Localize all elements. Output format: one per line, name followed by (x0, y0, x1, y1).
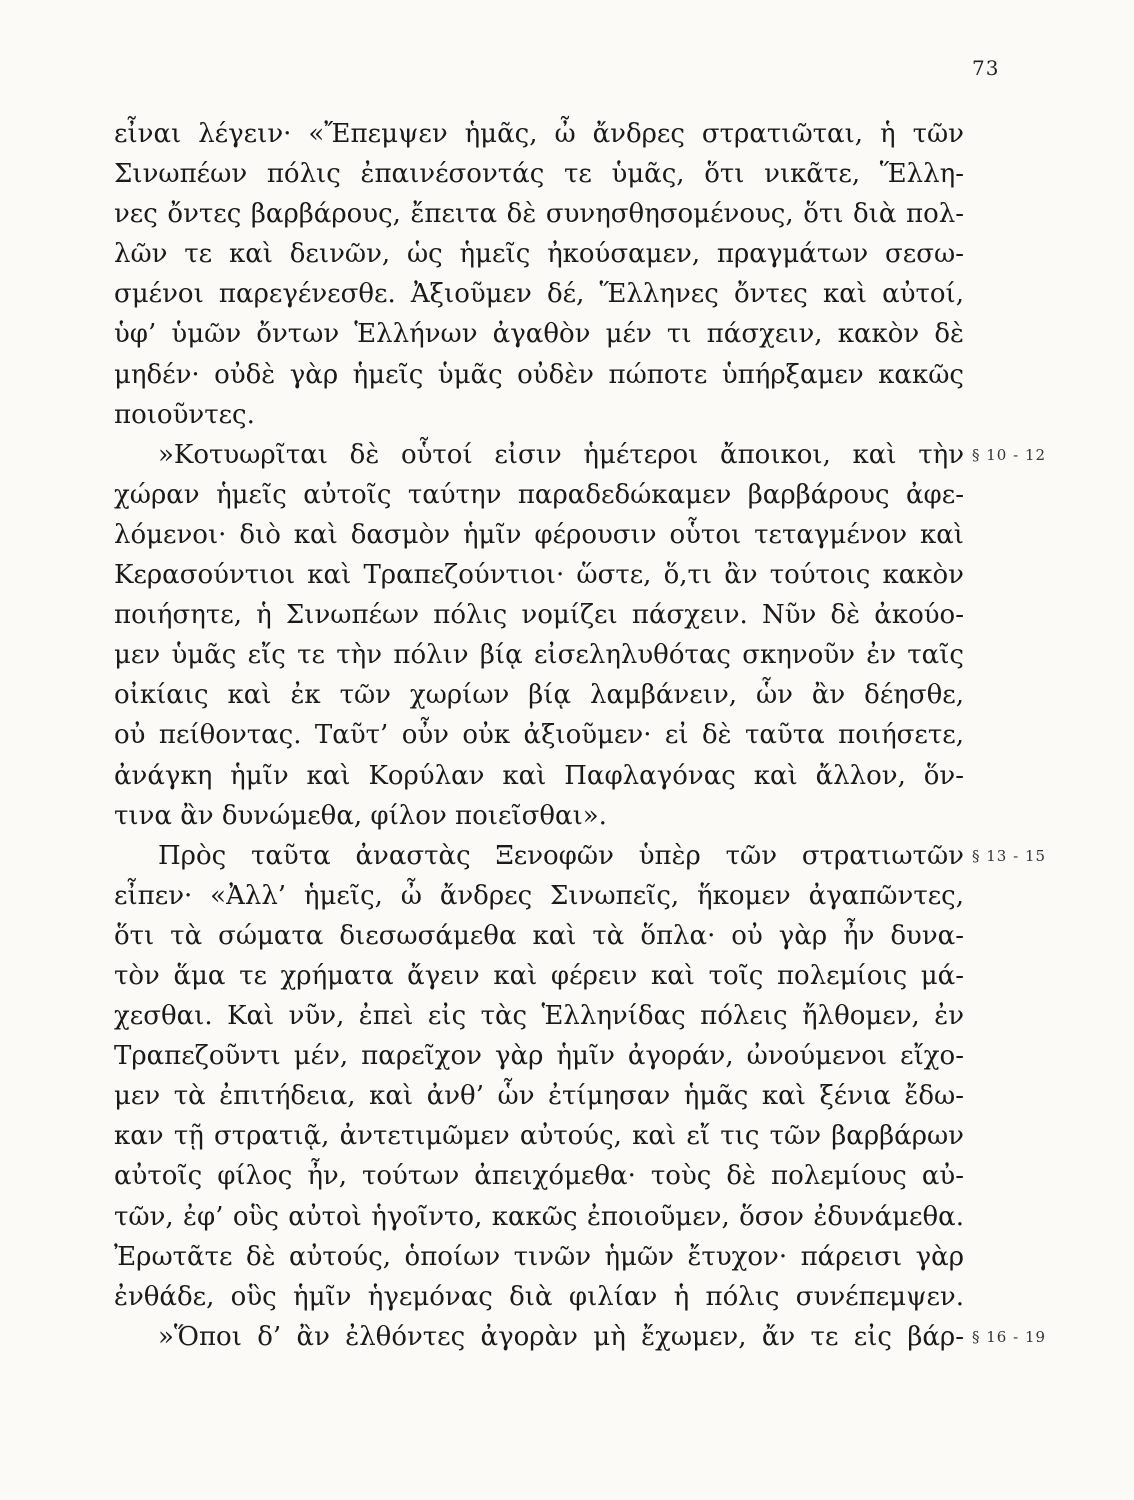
text-line (114, 756, 964, 796)
page-number: 73 (972, 56, 1000, 80)
text-line-content: ἀνάγκη ἡμῖν καὶ Κορύλαν καὶ Παφλαγόνας καὶ ἄλλον, ὅν- (114, 760, 964, 791)
text-line-content: μεν τὰ ἐπιτήδεια, καὶ ἀνθ’ ὧν ἐτίμησαν ἡμᾶς καὶ ξένια ἔδω- (114, 1081, 964, 1112)
text-line-content: τινα ἂν δυνώμεθα, φίλον ποιεῖσθαι». (114, 800, 607, 831)
text-line (114, 796, 964, 836)
body-text (114, 114, 1047, 1357)
text-line-content: σμένοι παρεγένεσθε. Ἀξιοῦμεν δέ, Ἕλληνες ὄντες καὶ αὐτοί, (114, 279, 964, 310)
margin-section-reference: § 13 - 15 (972, 846, 1047, 865)
text-line (114, 194, 964, 234)
text-line-content: Τραπεζοῦντι μέν, παρεῖχον γὰρ ἡμῖν ἀγοράν, ὠνούμενοι εἴχο- (114, 1041, 964, 1072)
text-line (114, 1076, 964, 1116)
text-line-content: τὸν ἅμα τε χρήματα ἄγειν καὶ φέρειν καὶ τοῖς πολεμίοις μά- (114, 960, 964, 991)
text-line (114, 555, 964, 595)
text-line (114, 1277, 964, 1317)
text-line-content: μεν ὑμᾶς εἴς τε τὴν πόλιν βίᾳ εἰσεληλυθότας σκηνοῦν ἐν ταῖς (114, 640, 964, 671)
text-line-content: ὅτι τὰ σώματα διεσωσάμεθα καὶ τὰ ὅπλα· οὐ γὰρ ἦν δυνα- (114, 920, 964, 951)
text-line-content: νες ὄντες βαρβάρους, ἔπειτα δὲ συνησθησομένους, ὅτι διὰ πολ- (114, 199, 964, 230)
text-line-content: εἶναι λέγειν· «Ἔπεμψεν ἡμᾶς, ὦ ἄνδρες στρατιῶται, ἡ τῶν (114, 119, 964, 149)
text-line (114, 715, 964, 755)
text-line (114, 1197, 964, 1237)
text-line-content: »Κοτυωρῖται δὲ οὗτοί εἰσιν ἡμέτεροι ἄποικοι, καὶ τὴν (158, 439, 964, 470)
text-line (114, 876, 964, 916)
text-line-content: οὐ πείθοντας. Ταῦτ’ οὖν οὐκ ἀξιοῦμεν· εἰ δὲ ταῦτα ποιήσετε, (114, 720, 964, 751)
text-line (114, 274, 964, 314)
text-line-content: ποιήσητε, ἡ Σινωπέων πόλις νομίζει πάσχειν. Νῦν δὲ ἀκούο- (114, 600, 964, 631)
text-line (114, 595, 964, 635)
text-line (114, 996, 964, 1036)
text-line (114, 314, 964, 354)
text-line (114, 154, 964, 194)
margin-section-reference: § 16 - 19 (972, 1327, 1047, 1346)
text-line-content: ποιοῦντες. (114, 399, 255, 430)
text-line-content: μηδέν· οὐδὲ γὰρ ἡμεῖς ὑμᾶς οὐδὲν πώποτε ὑπήρξαμεν κακῶς (114, 359, 964, 390)
text-line (114, 836, 1047, 876)
text-line-content: Κερασούντιοι καὶ Τραπεζούντιοι· ὥστε, ὅ,τι ἂν τούτοις κακὸν (114, 560, 964, 591)
text-line (114, 1036, 964, 1076)
text-line-content: χώραν ἡμεῖς αὐτοῖς ταύτην παραδεδώκαμεν βαρβάρους ἀφε- (114, 479, 964, 510)
text-line-content: λόμενοι· διὸ καὶ δασμὸν ἡμῖν φέρουσιν οὗτοι τεταγμένον καὶ (114, 519, 964, 550)
text-line (114, 1156, 964, 1196)
margin-section-reference: § 10 - 12 (972, 445, 1047, 464)
text-line-content: τῶν, ἐφ’ οὓς αὐτοὶ ἡγοῖντο, κακῶς ἐποιοῦμεν, ὅσον ἐδυνάμεθα. (114, 1201, 964, 1232)
text-line (114, 1116, 964, 1156)
text-line-content: οἰκίαις καὶ ἐκ τῶν χωρίων βίᾳ λαμβάνειν, ὧν ἂν δέησθε, (114, 680, 964, 711)
text-line (114, 635, 964, 675)
text-line (114, 1317, 1047, 1357)
text-line (114, 395, 964, 435)
text-line-content: Πρὸς ταῦτα ἀναστὰς Ξενοφῶν ὑπὲρ τῶν στρατιωτῶν (158, 840, 964, 871)
text-line-content: ἐνθάδε, οὓς ἡμῖν ἡγεμόνας διὰ φιλίαν ἡ πόλις συνέπεμψεν. (114, 1281, 964, 1312)
text-line-content: Σινωπέων πόλις ἐπαινέσοντάς τε ὑμᾶς, ὅτι νικᾶτε, Ἕλλη- (114, 159, 964, 190)
text-line (114, 515, 964, 555)
text-line (114, 435, 1047, 475)
text-line-content: χεσθαι. Καὶ νῦν, ἐπεὶ εἰς τὰς Ἑλληνίδας πόλεις ἤλθομεν, ἐν (114, 1001, 964, 1032)
text-line (114, 1237, 964, 1277)
text-line (114, 475, 964, 515)
text-line-content: Ἐρωτᾶτε δὲ αὐτούς, ὁποίων τινῶν ἡμῶν ἔτυχον· πάρεισι γὰρ (114, 1241, 964, 1272)
text-line (114, 234, 964, 274)
text-line (114, 916, 964, 956)
text-line (114, 355, 964, 395)
text-line-content: λῶν τε καὶ δεινῶν, ὡς ἡμεῖς ἠκούσαμεν, πραγμάτων σεσω- (114, 239, 964, 270)
text-line-content: αὐτοῖς φίλος ἦν, τούτων ἀπειχόμεθα· τοὺς δὲ πολεμίους αὐ- (114, 1161, 964, 1192)
text-line (114, 675, 964, 715)
text-line-content: »Ὅποι δ’ ἂν ἐλθόντες ἀγορὰν μὴ ἔχωμεν, ἄν τε εἰς βάρ- (158, 1321, 964, 1352)
text-line-content: εἶπεν· «Ἀλλ’ ἡμεῖς, ὦ ἄνδρες Σινωπεῖς, ἥκομεν ἀγαπῶντες, (114, 880, 964, 911)
text-line-content: ὑφ’ ὑμῶν ὄντων Ἑλλήνων ἀγαθὸν μέν τι πάσχειν, κακὸν δὲ (114, 319, 964, 350)
text-line (114, 114, 964, 154)
text-line-content: καν τῇ στρατιᾷ, ἀντετιμῶμεν αὐτούς, καὶ εἴ τις τῶν βαρβάρων (114, 1121, 964, 1152)
text-line (114, 956, 964, 996)
